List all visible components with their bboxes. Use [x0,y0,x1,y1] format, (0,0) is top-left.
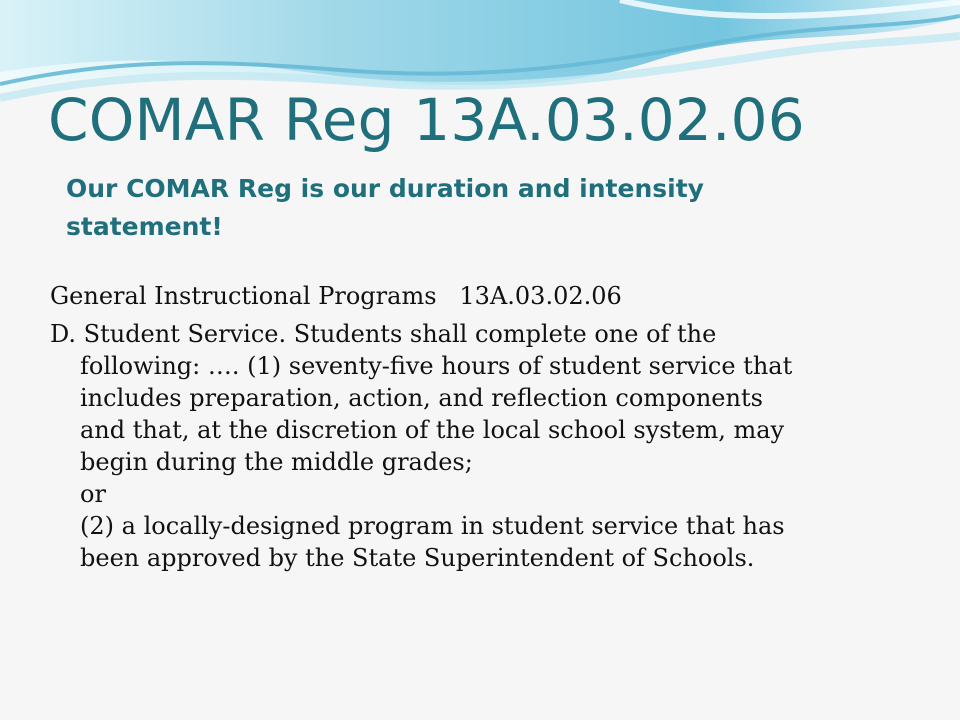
slide-subtitle: Our COMAR Reg is our duration and intensity statement! [66,174,704,241]
slide-body [50,280,910,574]
slide-title: COMAR Reg 13A.03.02.06 [48,86,805,154]
body-heading: General Instructional Programs 13A.03.02.06 [50,282,622,310]
body-intro: D. Student Service. Students shall complete one of the [50,320,717,348]
body-line-4: begin during the middle grades; [80,448,473,476]
body-line-3: and that, at the discretion of the local school system, may [80,416,785,444]
body-line-6: (2) a locally-designed program in student service that has [80,512,785,540]
body-line-7: been approved by the State Superintendent of Schools. [80,544,755,572]
body-line-1: following: …. (1) seventy-five hours of student service that [80,352,793,380]
body-line-2: includes preparation, action, and reflection components [80,384,763,412]
body-line-5: or [80,480,106,508]
